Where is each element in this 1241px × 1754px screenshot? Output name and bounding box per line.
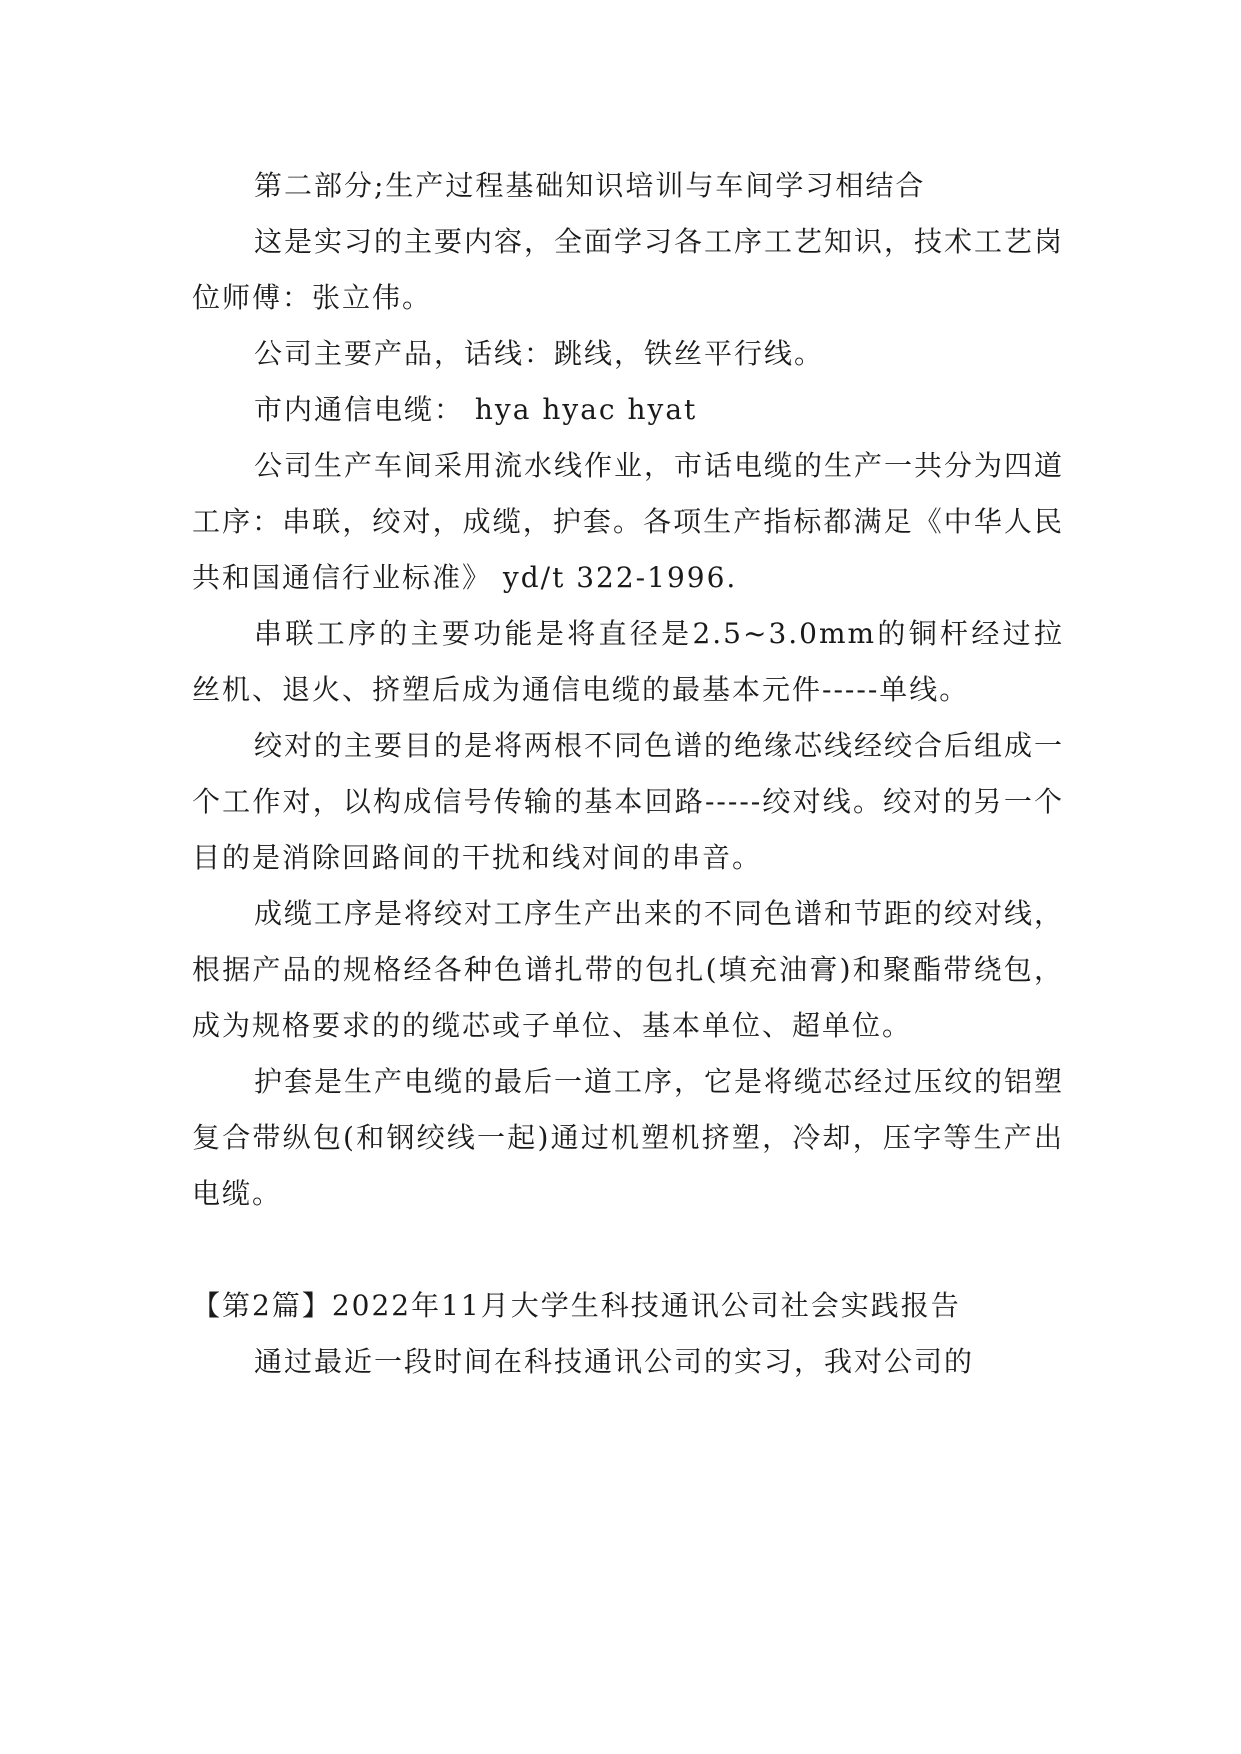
paragraph-series-process: 串联工序的主要功能是将直径是2.5~3.0mm的铜杆经过拉丝机、退火、挤塑后成为通信电缆的最基本元件-----单线。 (192, 617, 1064, 706)
paragraph-article2-intro: 通过最近一段时间在科技通讯公司的实习，我对公司的 (254, 1345, 975, 1378)
article-heading-2: 【第2篇】2022年11月大学生科技通讯公司社会实践报告 (192, 1289, 961, 1322)
paragraph-sheath-process: 护套是生产电缆的最后一道工序，它是将缆芯经过压纹的铝塑复合带纵包(和钢绞线一起)通过机塑机挤塑，冷却，压字等生产出电缆。 (192, 1065, 1065, 1210)
section-title-part2: 第二部分;生产过程基础知识培训与车间学习相结合 (254, 169, 926, 202)
paragraph-cabling-process: 成缆工序是将绞对工序生产出来的不同色谱和节距的绞对线，根据产品的规格经各种色谱扎带的包扎(填充油膏)和聚酯带绕包，成为规格要求的的缆芯或子单位、基本单位、超单位。 (192, 897, 1065, 1042)
paragraph-city-cables: 市内通信电缆： hya hyac hyat (254, 393, 698, 426)
paragraph-main-content: 这是实习的主要内容，全面学习各工序工艺知识，技术工艺岗位师傅：张立伟。 (192, 225, 1065, 314)
paragraph-production-line: 公司生产车间采用流水线作业，市话电缆的生产一共分为四道工序：串联，绞对，成缆，护套。各项生产指标都满足《中华人民共和国通信行业标准》 yd/t 322-1996. (192, 449, 1065, 594)
document-body (192, 158, 1064, 1390)
paragraph-main-products: 公司主要产品，话线：跳线，铁丝平行线。 (254, 337, 825, 370)
section-spacer (192, 1222, 1064, 1278)
paragraph-twisting-process: 绞对的主要目的是将两根不同色谱的绝缘芯线经绞合后组成一个工作对，以构成信号传输的基本回路-----绞对线。绞对的另一个目的是消除回路间的干扰和线对间的串音。 (192, 729, 1065, 874)
